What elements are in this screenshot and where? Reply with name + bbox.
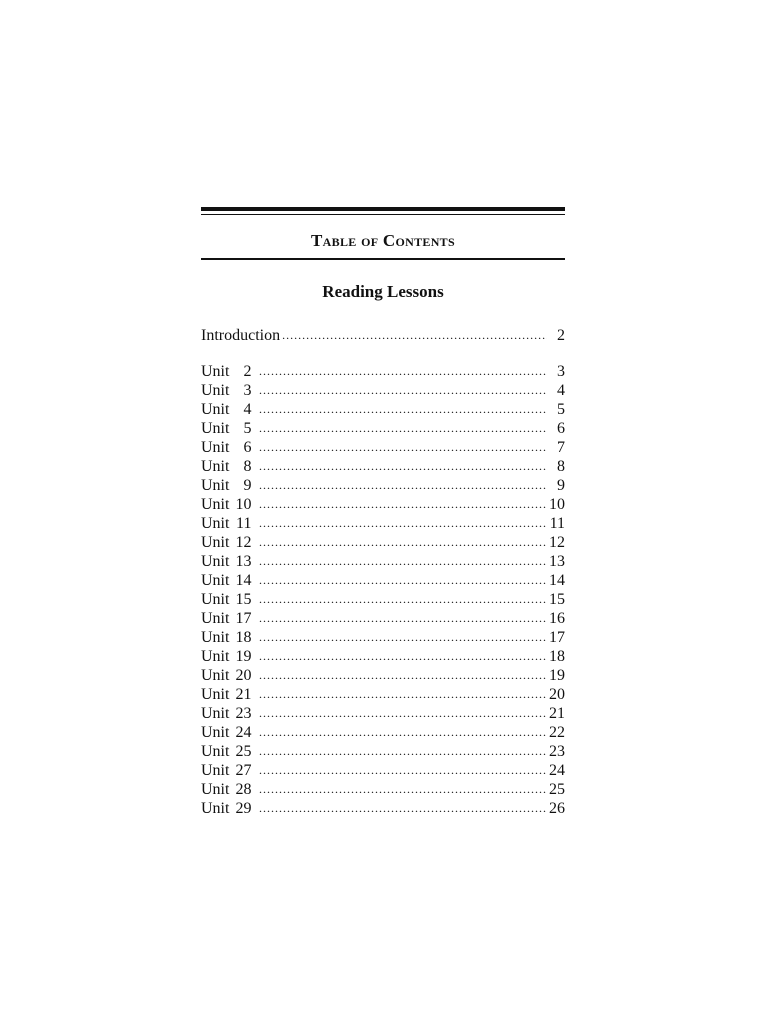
- toc-entry-unit[interactable]: [201, 647, 565, 666]
- unit-word: Unit: [201, 401, 230, 418]
- unit-word: Unit: [201, 667, 230, 684]
- unit-number: 17: [235, 610, 252, 627]
- toc-entry-unit[interactable]: [201, 761, 565, 780]
- toc-entry-unit[interactable]: [201, 476, 565, 495]
- dot-leader: [259, 381, 547, 400]
- dot-leader: [259, 419, 547, 438]
- toc-entry-unit[interactable]: [201, 533, 565, 552]
- unit-word: Unit: [201, 591, 230, 608]
- unit-number: 14: [235, 572, 252, 589]
- entry-page-number: 15: [549, 591, 565, 608]
- dot-leader: [259, 552, 547, 571]
- unit-word: Unit: [201, 572, 230, 589]
- unit-number: 2: [243, 363, 252, 380]
- top-thick-rule: [201, 207, 565, 211]
- unit-word: Unit: [201, 534, 230, 551]
- dot-leader: [259, 647, 547, 666]
- unit-word: Unit: [201, 458, 230, 475]
- unit-number: 5: [243, 420, 252, 437]
- toc-entry-unit[interactable]: [201, 381, 565, 400]
- units-list: [201, 362, 565, 818]
- unit-number: 19: [235, 648, 252, 665]
- entry-page-number: 25: [549, 781, 565, 798]
- dot-leader: [259, 533, 547, 552]
- entry-page-number: 7: [557, 439, 565, 456]
- toc-entry-unit[interactable]: [201, 742, 565, 761]
- toc-entry-unit[interactable]: [201, 400, 565, 419]
- unit-word: Unit: [201, 477, 230, 494]
- entry-label: [201, 742, 257, 761]
- unit-number: 11: [236, 515, 252, 532]
- entry-label: [201, 723, 257, 742]
- entry-label: [201, 609, 257, 628]
- dot-leader: [259, 780, 547, 799]
- entry-label: [201, 666, 257, 685]
- toc-entry-unit[interactable]: [201, 590, 565, 609]
- entry-label: [201, 514, 257, 533]
- unit-number: 18: [235, 629, 252, 646]
- unit-number: 24: [235, 724, 252, 741]
- entry-page-number: 14: [549, 572, 565, 589]
- unit-word: Unit: [201, 705, 230, 722]
- unit-number: 10: [235, 496, 252, 513]
- unit-word: Unit: [201, 553, 230, 570]
- unit-number: 3: [243, 382, 252, 399]
- dot-leader: [259, 742, 547, 761]
- unit-word: Unit: [201, 420, 230, 437]
- unit-number: 4: [243, 401, 252, 418]
- entry-page-number: 13: [549, 553, 565, 570]
- toc-entry-unit[interactable]: [201, 704, 565, 723]
- entry-page-number: 26: [549, 800, 565, 817]
- toc-entry-unit[interactable]: [201, 628, 565, 647]
- entry-label: [201, 476, 257, 495]
- toc-entry-unit[interactable]: [201, 514, 565, 533]
- toc-entry-unit[interactable]: [201, 362, 565, 381]
- unit-word: Unit: [201, 648, 230, 665]
- unit-number: 20: [235, 667, 252, 684]
- entry-page-number: 11: [549, 515, 565, 532]
- entry-label: [201, 381, 257, 400]
- entry-label: [201, 419, 257, 438]
- entry-label: [201, 438, 257, 457]
- unit-number: 6: [243, 439, 252, 456]
- entry-page-number: 23: [549, 743, 565, 760]
- dot-leader: [259, 628, 547, 647]
- dot-leader: [259, 457, 547, 476]
- entry-page-number: 20: [549, 686, 565, 703]
- entry-page-number: 10: [549, 496, 565, 513]
- unit-word: Unit: [201, 363, 230, 380]
- unit-number: 29: [235, 800, 252, 817]
- toc-entry-unit[interactable]: [201, 457, 565, 476]
- dot-leader: [259, 685, 547, 704]
- toc-entry-unit[interactable]: [201, 571, 565, 590]
- top-thin-rule: [201, 214, 565, 215]
- entry-page-number: 16: [549, 610, 565, 627]
- entry-page-number: 24: [549, 762, 565, 779]
- toc-entry-introduction[interactable]: [201, 326, 565, 345]
- entry-label: [201, 780, 257, 799]
- dot-leader: [259, 761, 547, 780]
- unit-word: Unit: [201, 382, 230, 399]
- dot-leader: [259, 362, 547, 381]
- unit-word: Unit: [201, 781, 230, 798]
- entry-page-number: 18: [549, 648, 565, 665]
- toc-entry-unit[interactable]: [201, 723, 565, 742]
- dot-leader: [259, 704, 547, 723]
- toc-entry-unit[interactable]: [201, 609, 565, 628]
- unit-number: 23: [235, 705, 252, 722]
- unit-number: 13: [235, 553, 252, 570]
- entry-label: [201, 571, 257, 590]
- entry-page-number: 21: [549, 705, 565, 722]
- entry-label: [201, 552, 257, 571]
- entry-label: [201, 685, 257, 704]
- unit-number: 28: [235, 781, 252, 798]
- unit-word: Unit: [201, 515, 230, 532]
- entry-page-number: 6: [557, 420, 565, 437]
- entry-page-number: 5: [557, 401, 565, 418]
- toc-entry-unit[interactable]: [201, 552, 565, 571]
- entry-label: [201, 400, 257, 419]
- toc-title: Table of Contents: [311, 231, 455, 250]
- toc-entry-unit[interactable]: [201, 666, 565, 685]
- dot-leader: [259, 514, 547, 533]
- entry-label: [201, 533, 257, 552]
- section-heading: Reading Lessons: [322, 282, 444, 301]
- unit-word: Unit: [201, 686, 230, 703]
- toc-entry-unit[interactable]: [201, 495, 565, 514]
- entry-page-number: 9: [557, 477, 565, 494]
- entry-page-number: 2: [557, 327, 565, 344]
- entry-page-number: 12: [549, 534, 565, 551]
- entry-page-number: 4: [557, 382, 565, 399]
- unit-number: 15: [235, 591, 252, 608]
- dot-leader: [259, 666, 547, 685]
- unit-number: 8: [243, 458, 252, 475]
- dot-leader: [259, 476, 547, 495]
- entry-label: [201, 647, 257, 666]
- entry-label: [201, 495, 257, 514]
- entry-page-number: 8: [557, 458, 565, 475]
- entry-label: [201, 761, 257, 780]
- toc-entry-unit[interactable]: [201, 780, 565, 799]
- unit-word: Unit: [201, 496, 230, 513]
- dot-leader: [259, 723, 547, 742]
- dot-leader: [259, 609, 547, 628]
- dot-leader: [259, 590, 547, 609]
- entry-label: [201, 590, 257, 609]
- entry-page-number: 22: [549, 724, 565, 741]
- unit-word: Unit: [201, 724, 230, 741]
- entry-label: Introduction: [201, 327, 281, 344]
- unit-number: 9: [243, 477, 252, 494]
- entry-page-number: 19: [549, 667, 565, 684]
- entry-label: [201, 628, 257, 647]
- dot-leader: [259, 400, 547, 419]
- unit-number: 25: [235, 743, 252, 760]
- entry-label: [201, 362, 257, 381]
- unit-word: Unit: [201, 610, 230, 627]
- entry-label: [201, 457, 257, 476]
- entry-label: [201, 704, 257, 723]
- unit-word: Unit: [201, 629, 230, 646]
- dot-leader: [259, 438, 547, 457]
- unit-number: 21: [235, 686, 252, 703]
- dot-leader: [259, 799, 547, 818]
- toc-entry-unit[interactable]: [201, 685, 565, 704]
- unit-word: Unit: [201, 800, 230, 817]
- title-underline-rule: [201, 258, 565, 260]
- unit-number: 27: [235, 762, 252, 779]
- dot-leader: [259, 571, 547, 590]
- dot-leader: [259, 495, 547, 514]
- dot-leader: [282, 326, 547, 345]
- unit-word: Unit: [201, 743, 230, 760]
- unit-word: Unit: [201, 439, 230, 456]
- introduction-list: [201, 326, 565, 345]
- toc-entry-unit[interactable]: [201, 419, 565, 438]
- unit-number: 12: [235, 534, 252, 551]
- entry-page-number: 17: [549, 629, 565, 646]
- entry-label: [201, 799, 257, 818]
- unit-word: Unit: [201, 762, 230, 779]
- toc-entry-unit[interactable]: [201, 799, 565, 818]
- toc-page: [201, 207, 565, 818]
- toc-entry-unit[interactable]: [201, 438, 565, 457]
- entry-page-number: 3: [557, 363, 565, 380]
